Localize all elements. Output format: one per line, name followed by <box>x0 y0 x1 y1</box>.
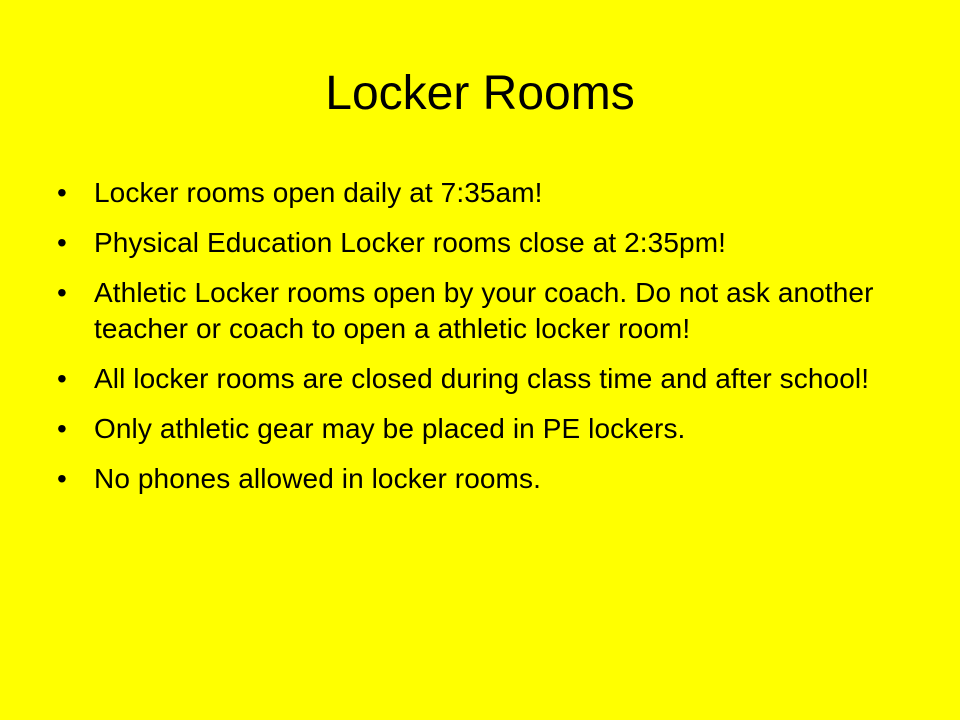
bullet-text: Locker rooms open daily at 7:35am! <box>94 177 543 208</box>
bullet-text: Only athletic gear may be placed in PE lockers. <box>94 413 686 444</box>
bullet-item <box>57 361 894 397</box>
bullet-text: All locker rooms are closed during class time and after school! <box>94 363 870 394</box>
bullet-item <box>57 225 894 261</box>
bullet-list <box>57 175 894 511</box>
slide-title: Locker Rooms <box>325 67 635 120</box>
bullet-icon: • <box>57 463 67 494</box>
bullet-text: Athletic Locker rooms open by your coach. Do not ask another teacher or coach to open a athletic locker room! <box>94 277 874 344</box>
bullet-icon: • <box>57 177 67 208</box>
bullet-icon: • <box>57 413 67 444</box>
bullet-icon: • <box>57 277 67 308</box>
bullet-text: Physical Education Locker rooms close at 2:35pm! <box>94 227 726 258</box>
bullet-item <box>57 411 894 447</box>
bullet-icon: • <box>57 363 67 394</box>
bullet-item <box>57 275 894 347</box>
bullet-icon: • <box>57 227 67 258</box>
bullet-text: No phones allowed in locker rooms. <box>94 463 541 494</box>
bullet-item <box>57 461 894 497</box>
bullet-item <box>57 175 894 211</box>
